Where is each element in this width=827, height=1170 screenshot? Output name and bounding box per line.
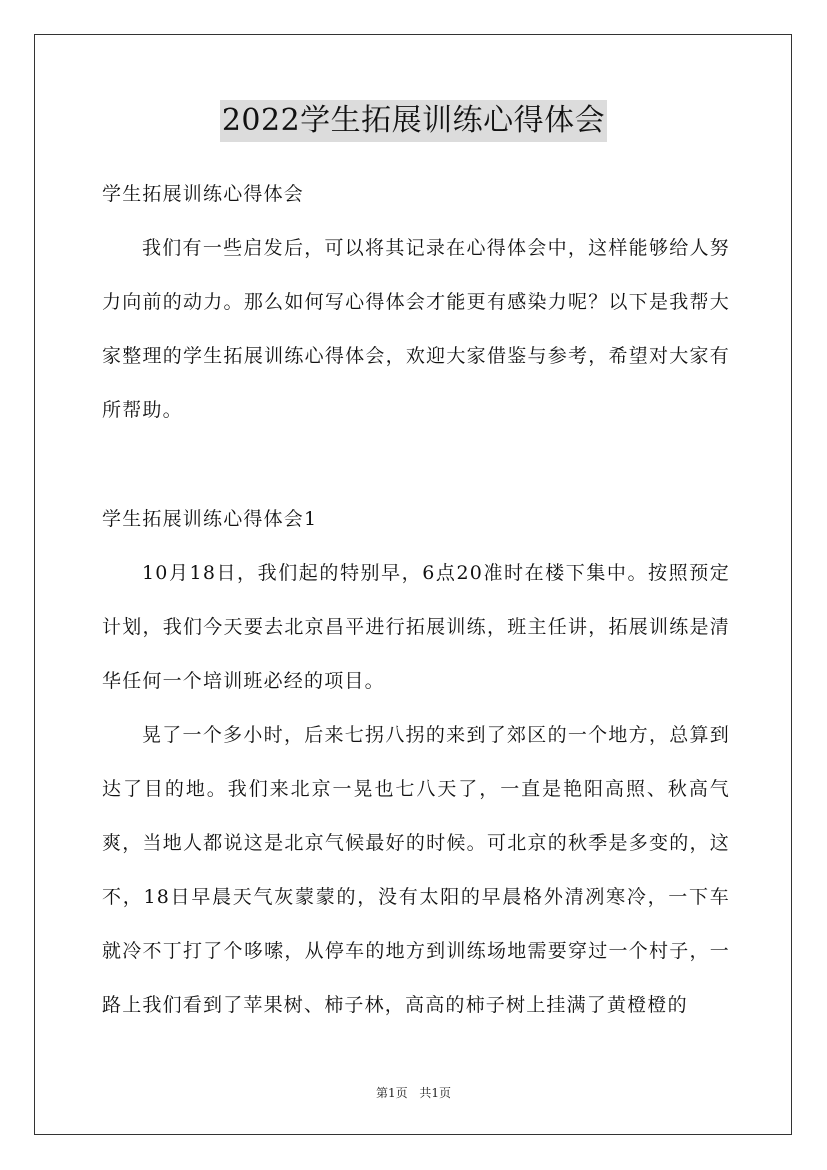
subtitle-block <box>102 167 730 221</box>
body-paragraph-2: 晃了一个多小时，后来七拐八拐的来到了郊区的一个地方，总算到达了目的地。我们来北京一晃也七八天了，一直是艳阳高照、秋高气爽，当地人都说这是北京气候最好的时候。可北京的秋季是多变的，这不，18日早晨天气灰蒙蒙的，没有太阳的早晨格外清冽寒冷，一下车就冷不丁打了个哆嗦，从停车的地方到训练场地需要穿过一个村子，一路上我们看到了苹果树、柿子林，高高的柿子树上挂满了黄橙橙的 <box>102 724 730 1016</box>
body-paragraph-1: 10月18日，我们起的特别早，6点20准时在楼下集中。按照预定计划，我们今天要去北京昌平进行拓展训练，班主任讲，拓展训练是清华任何一个培训班必经的项目。 <box>102 562 730 692</box>
page-number-total: 共1页 <box>419 1086 452 1100</box>
document-title: 2022学生拓展训练心得体会 <box>220 100 607 142</box>
document-subtitle: 学生拓展训练心得体会 <box>102 183 305 205</box>
title-wrap <box>0 100 827 142</box>
body-block <box>102 546 730 1032</box>
intro-block <box>102 221 730 437</box>
section-heading-block <box>102 492 730 546</box>
intro-paragraph: 我们有一些启发后，可以将其记录在心得体会中，这样能够给人努力向前的动力。那么如何写心得体会才能更有感染力呢？以下是我帮大家整理的学生拓展训练心得体会，欢迎大家借鉴与参考，希望对大家有所帮助。 <box>102 237 730 421</box>
page-number-current: 第1页 <box>375 1086 408 1100</box>
section-heading: 学生拓展训练心得体会1 <box>102 508 318 530</box>
page-footer <box>0 1084 827 1101</box>
